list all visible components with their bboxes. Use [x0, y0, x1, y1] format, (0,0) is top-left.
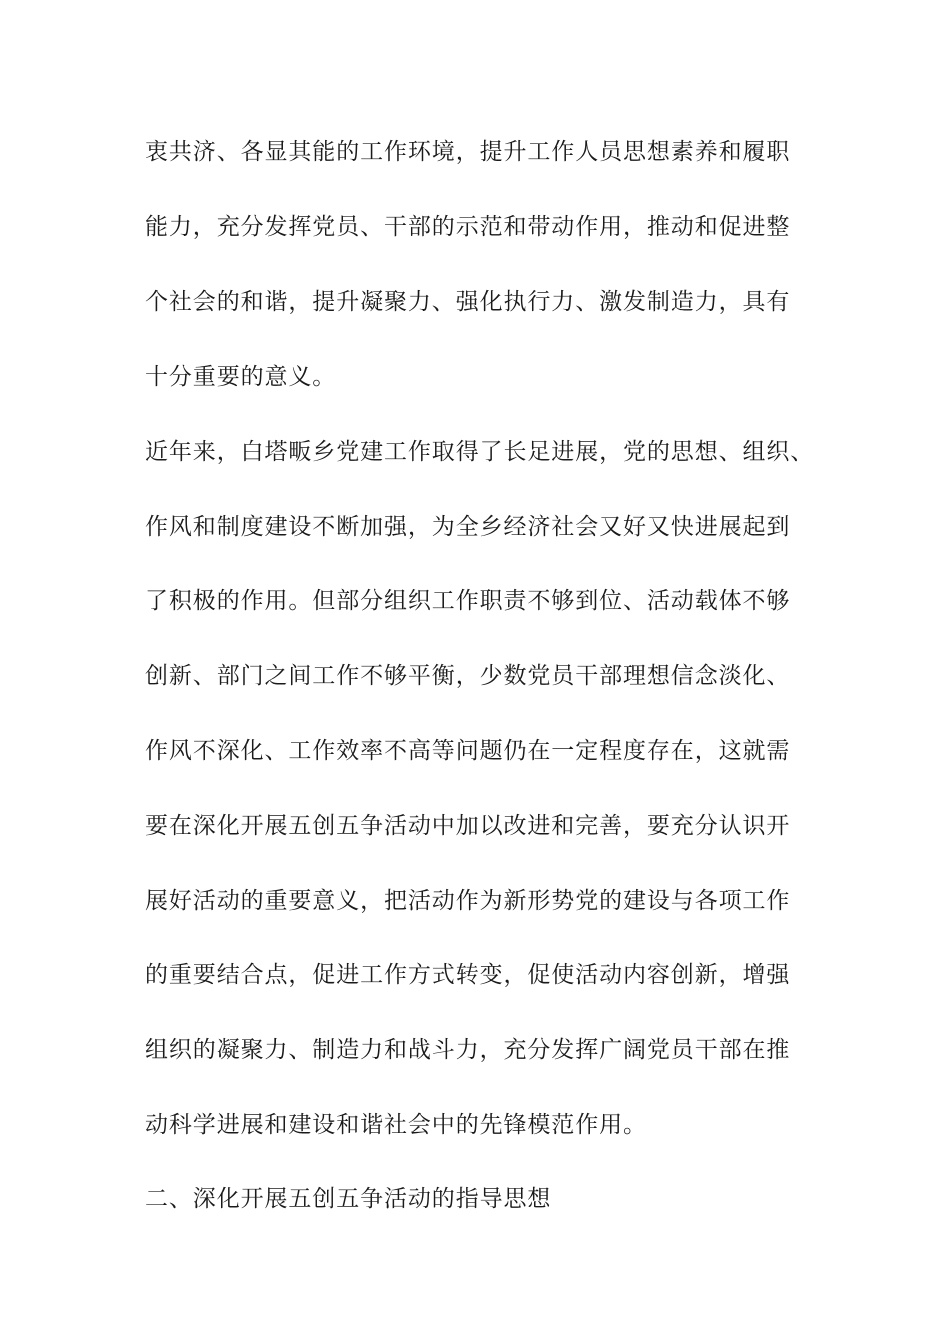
paragraph-start-line: 近年来，白塔畈乡党建工作取得了长足进展，党的思想、组织、 [145, 439, 815, 465]
section-heading: 二、深化开展五创五争活动的指导思想 [145, 1186, 552, 1212]
text-line: 要在深化开展五创五争活动中加以改进和完善，要充分认识开 [145, 813, 791, 839]
text-line: 动科学进展和建设和谐社会中的先锋模范作用。 [145, 1112, 647, 1138]
text-line: 展好活动的重要意义，把活动作为新形势党的建设与各项工作 [145, 888, 791, 914]
text-line: 个社会的和谐，提升凝聚力、强化执行力、激发制造力，具有 [145, 289, 791, 315]
text-line: 衷共济、各显其能的工作环境，提升工作人员思想素养和履职 [145, 139, 791, 165]
text-line: 作风不深化、工作效率不高等问题仍在一定程度存在，这就需 [145, 738, 791, 764]
text-line: 的重要结合点，促进工作方式转变，促使活动内容创新，增强 [145, 962, 791, 988]
text-line: 能力，充分发挥党员、干部的示范和带动作用，推动和促进整 [145, 214, 791, 240]
text-line: 作风和制度建设不断加强，为全乡经济社会又好又快进展起到 [145, 514, 791, 540]
text-line: 创新、部门之间工作不够平衡，少数党员干部理想信念淡化、 [145, 663, 791, 689]
text-line: 十分重要的意义。 [145, 364, 337, 390]
text-line: 了积极的作用。但部分组织工作职责不够到位、活动载体不够 [145, 588, 791, 614]
text-line: 组织的凝聚力、制造力和战斗力，充分发挥广阔党员干部在推 [145, 1037, 791, 1063]
